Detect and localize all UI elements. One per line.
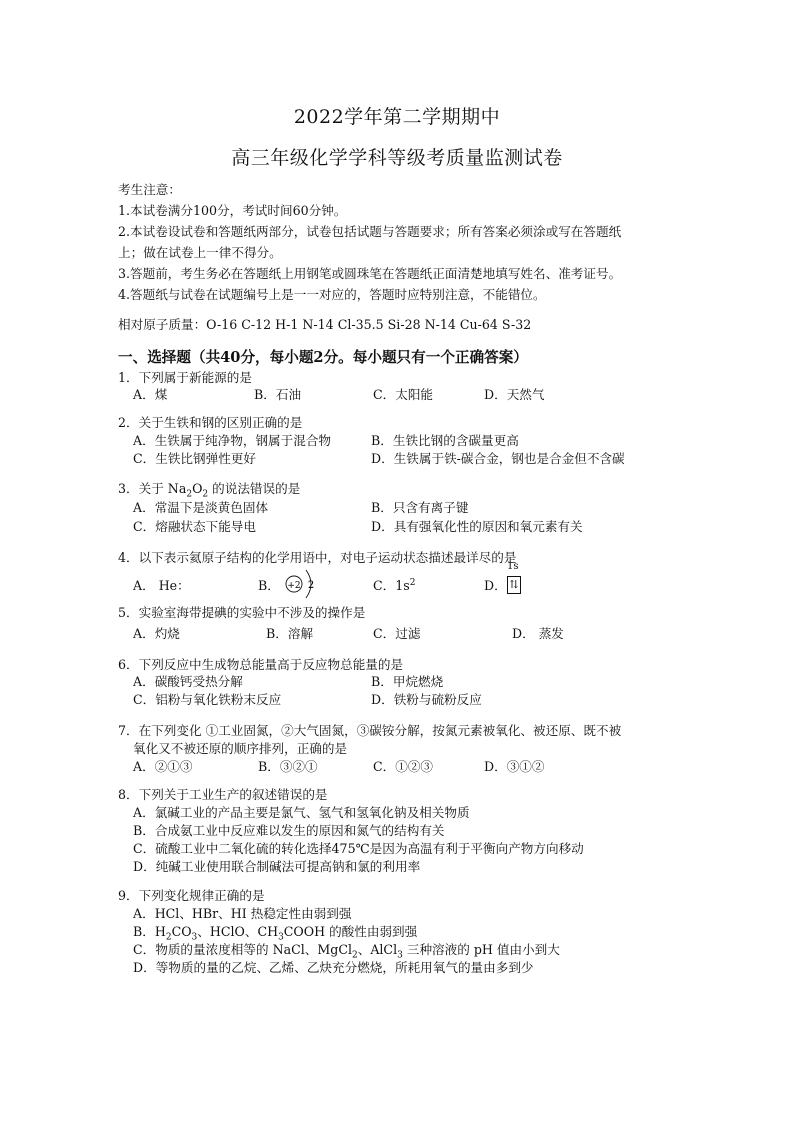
notice-item-3: 3.答题前，考生务必在答题纸上用钢笔或圆珠笔在答题纸正面清楚地填写姓名、准考证号。 bbox=[118, 266, 622, 281]
q9-c-sub-2: 3 bbox=[397, 950, 403, 961]
q9-b-text-3: 、HClO、CH bbox=[197, 924, 279, 939]
orbital-box bbox=[507, 576, 521, 594]
q3-stem-sub1: 2 bbox=[186, 489, 193, 500]
exam-subtitle: 高三年级化学学科等级考质量监测试卷 bbox=[231, 147, 563, 169]
q6-option-c: C．铝粉与氧化铁粉末反应 bbox=[133, 692, 282, 707]
q7-option-a: A．②①③ bbox=[133, 759, 193, 774]
q9-b-text-2: CO bbox=[171, 924, 192, 939]
q1-option-d: D．天然气 bbox=[484, 387, 545, 402]
q4-option-b-label: B． bbox=[258, 578, 280, 593]
q8-option-b: B．合成氨工业中反应难以发生的原因和氮气的结构有关 bbox=[133, 823, 445, 838]
q3-stem-sub2: 2 bbox=[202, 489, 209, 500]
notice-item-4: 4.答题纸与试卷在试题编号上是一一对应的，答题时应特别注意，不能错位。 bbox=[118, 287, 546, 302]
q7-option-c: C．①②③ bbox=[373, 759, 434, 774]
shell-electron-count: 2 bbox=[307, 580, 315, 591]
q3-option-d: D．具有强氧化性的原因和氧元素有关 bbox=[371, 519, 583, 534]
q4-option-a: A． He： bbox=[133, 578, 190, 593]
q9-b-text-4: COOH 的酸性由弱到强 bbox=[283, 924, 418, 939]
q9-c-text-2: 、AlCl bbox=[357, 942, 398, 957]
q3-stem-mid: O bbox=[192, 481, 203, 496]
q9-option-a: A．HCl、HBr、HI 热稳定性由弱到强 bbox=[133, 906, 352, 921]
q9-b-text-1: B．H bbox=[133, 924, 166, 939]
q3-option-a: A．常温下是淡黄色固体 bbox=[133, 500, 269, 515]
q1-option-a: A．煤 bbox=[133, 387, 168, 402]
notice-item-1: 1.本试卷满分100分，考试时间60分钟。 bbox=[118, 203, 347, 218]
atomic-mass-line: 相对原子质量：O-16 C-12 H-1 N-14 Cl-35.5 Si-28 N-14 Cu-64 S-32 bbox=[118, 317, 532, 332]
q4-option-d-label: D． bbox=[484, 578, 507, 593]
q7-option-d: D．③①② bbox=[484, 759, 545, 774]
q1-option-b: B．石油 bbox=[254, 387, 302, 402]
q9-option-c bbox=[133, 941, 560, 959]
q9-option-d: D．等物质的量的乙烷、乙烯、乙炔充分燃烧，所耗用氧气的量由多到少 bbox=[133, 960, 534, 975]
q9-c-text-1: C．物质的量浓度相等的 NaCl、MgCl bbox=[133, 942, 352, 957]
q6-option-b: B．甲烷燃烧 bbox=[371, 674, 444, 689]
exam-title: 2022学年第二学期期中 bbox=[293, 106, 501, 128]
q8-option-c: C．硫酸工业中二氧化硫的转化选择475℃是因为高温有利于平衡向产物方向移动 bbox=[133, 841, 584, 856]
section-1-heading: 一、选择题（共40分，每小题2分。每小题只有一个正确答案） bbox=[118, 349, 528, 366]
q5-option-d: D． 蒸发 bbox=[512, 626, 564, 641]
q3-stem-post: 的说法错误的是 bbox=[208, 481, 301, 496]
nucleus-charge: +2 bbox=[287, 581, 301, 591]
notice-item-2-cont: 上；做在试卷上一律不得分。 bbox=[118, 245, 282, 260]
q7-stem: 7．在下列变化 ①工业固氮，②大气固氮，③碳铵分解，按氮元素被氧化、被还原、既不被 bbox=[118, 723, 622, 738]
q9-b-sub-3: 3 bbox=[278, 932, 284, 943]
q2-option-d: D．生铁属于铁-碳合金，钢也是合金但不含碳 bbox=[371, 451, 625, 466]
atom-structure-diagram bbox=[284, 566, 324, 602]
q5-stem: 5．实验室海带提碘的实验中不涉及的操作是 bbox=[118, 605, 366, 620]
q4-option-c bbox=[373, 577, 415, 595]
q7-option-b: B．③②① bbox=[258, 759, 318, 774]
q5-option-b: B．溶解 bbox=[266, 626, 314, 641]
q8-stem: 8．下列关于工业生产的叙述错误的是 bbox=[118, 787, 328, 802]
q2-stem: 2．关于生铁和钢的区别正确的是 bbox=[118, 415, 303, 430]
q3-stem bbox=[118, 480, 300, 498]
q1-option-c: C．太阳能 bbox=[373, 387, 434, 402]
q4-stem: 4．以下表示氦原子结构的化学用语中，对电子运动状态描述最详尽的是 bbox=[118, 550, 517, 565]
q1-stem: 1．下列属于新能源的是 bbox=[118, 370, 252, 385]
q6-stem: 6．下列反应中生成物总能量高于反应物总能量的是 bbox=[118, 657, 404, 672]
notice-item-2: 2.本试卷设试卷和答题纸两部分，试卷包括试题与答题要求；所有答案必须涂或写在答题纸 bbox=[118, 224, 622, 239]
q2-option-c: C．生铁比钢弹性更好 bbox=[133, 451, 256, 466]
notice-heading: 考生注意： bbox=[118, 182, 181, 197]
q9-c-sub-1: 2 bbox=[351, 950, 358, 961]
q5-option-a: A．灼烧 bbox=[133, 626, 180, 641]
q6-option-a: A．碳酸钙受热分解 bbox=[133, 674, 243, 689]
q4-option-c-label: C．1s bbox=[373, 578, 410, 593]
q9-b-sub-2: 3 bbox=[191, 932, 198, 943]
q9-option-b bbox=[133, 923, 417, 941]
q4-option-c-sup: 2 bbox=[409, 577, 416, 588]
q3-stem-pre: 3．关于 Na bbox=[118, 481, 187, 496]
electron-spin-arrows: ⇅ bbox=[509, 578, 519, 591]
q3-option-b: B．只含有离子键 bbox=[371, 500, 469, 515]
q3-option-c: C．熔融状态下能导电 bbox=[133, 519, 256, 534]
q5-option-c: C．过滤 bbox=[373, 626, 421, 641]
q2-option-b: B．生铁比钢的含碳量更高 bbox=[371, 433, 519, 448]
q7-stem-cont: 氧化又不被还原的顺序排列，正确的是 bbox=[133, 741, 348, 756]
q9-c-text-3: 三种溶液的 pH 值由小到大 bbox=[402, 942, 560, 957]
q2-option-a: A．生铁属于纯净物，钢属于混合物 bbox=[133, 433, 332, 448]
q8-option-d: D．纯碱工业使用联合制碱法可提高钠和氯的利用率 bbox=[133, 859, 421, 874]
q8-option-a: A．氯碱工业的产品主要是氯气、氢气和氢氧化钠及相关物质 bbox=[133, 805, 470, 820]
q9-b-sub-1: 2 bbox=[165, 932, 172, 943]
orbital-label: 1s bbox=[507, 561, 519, 572]
q6-option-d: D．铁粉与硫粉反应 bbox=[371, 692, 482, 707]
q9-stem: 9．下列变化规律正确的是 bbox=[118, 888, 265, 903]
